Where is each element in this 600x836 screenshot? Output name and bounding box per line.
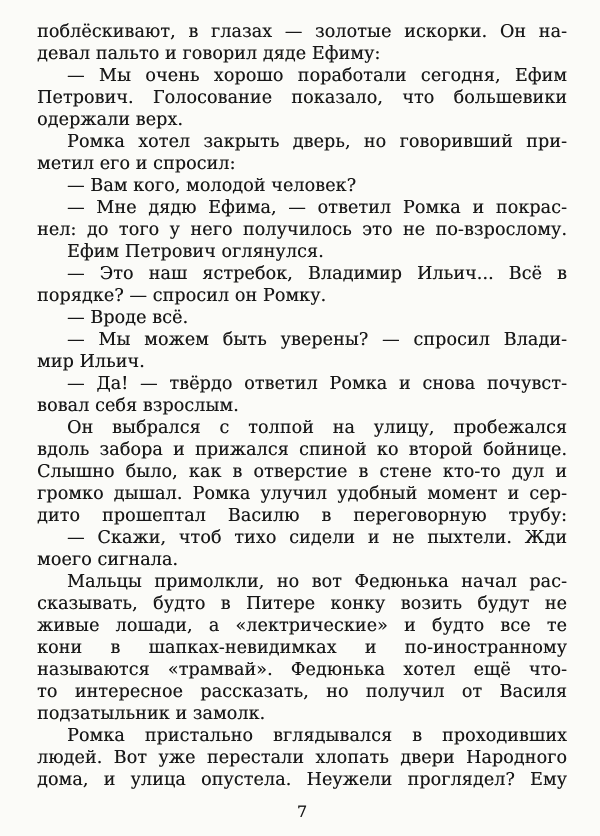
text-line: нел: до того у него получилось это не по-взрослому. — [37, 220, 567, 240]
text-line: девал пальто и говорил дяде Ефиму: — [37, 44, 381, 64]
text-line: громко дышал. Ромка улучил удобный момент и сер- — [37, 484, 567, 504]
text-line: — Да! — твёрдо ответил Ромка и снова почувст- — [67, 374, 567, 394]
text-line: — Мы можем быть уверены? — спросил Влади- — [67, 330, 567, 350]
text-line: Мальцы примолкли, но вот Федюнька начал рас- — [67, 572, 567, 592]
text-line: порядке? — спросил он Ромку. — [37, 286, 327, 306]
text-line: метил его и спросил: — [37, 154, 236, 174]
text-line: сказывать, будто в Питере конку возить будут не — [37, 594, 567, 614]
text-line: — Вам кого, молодой человек? — [67, 176, 357, 196]
text-line: — Мне дядю Ефима, — ответил Ромка и покрас- — [67, 198, 567, 218]
text-line: — Это наш ястребок, Владимир Ильич... Всё в — [67, 264, 567, 284]
page-number: 7 — [296, 802, 308, 821]
text-line: живые лошади, а «лектрические» и будто все те — [37, 616, 567, 636]
text-line: одержали верх. — [37, 110, 183, 130]
text-line: мир Ильич. — [37, 352, 145, 372]
text-line: Ромка пристально вглядывался в проходивших — [67, 726, 567, 746]
text-line: Он выбрался с толпой на улицу, пробежался — [67, 418, 567, 438]
text-line: Ефим Петрович оглянулся. — [67, 242, 324, 262]
text-line: называются «трамвай». Федюнька хотел ещё что- — [37, 660, 567, 680]
text-line: подзатыльник и замолк. — [37, 704, 266, 724]
text-line: вовал себя взрослым. — [37, 396, 239, 416]
text-line: дома, и улица опустела. Неужели проглядел? Ему — [37, 770, 567, 790]
text-line: моего сигнала. — [37, 550, 179, 570]
text-line: — Скажи, чтоб тихо сидели и не пыхтели. Жди — [67, 528, 567, 548]
text-line: кони в шапках-невидимках и по-иностранному — [37, 638, 567, 658]
text-line: поблёскивают, в глазах — золотые искорки. Он на- — [37, 22, 567, 42]
text-line: Петрович. Голосование показало, что большевики — [37, 88, 567, 108]
text-line: Ромка хотел закрыть дверь, но говоривший при- — [67, 132, 567, 152]
text-block — [37, 21, 567, 791]
text-line: людей. Вот уже перестали хлопать двери Народного — [37, 748, 567, 768]
text-line: — Мы очень хорошо поработали сегодня, Ефим — [67, 66, 567, 86]
text-line: то интересное рассказать, но получил от Василя — [37, 682, 567, 702]
text-line: Слышно было, как в отверстие в стене кто-то дул и — [37, 462, 567, 482]
text-line: дито прошептал Василю в переговорную трубу: — [37, 506, 567, 526]
text-line: вдоль забора и прижался спиной ко второй бойнице. — [37, 440, 567, 460]
text-line: — Вроде всё. — [67, 308, 189, 328]
